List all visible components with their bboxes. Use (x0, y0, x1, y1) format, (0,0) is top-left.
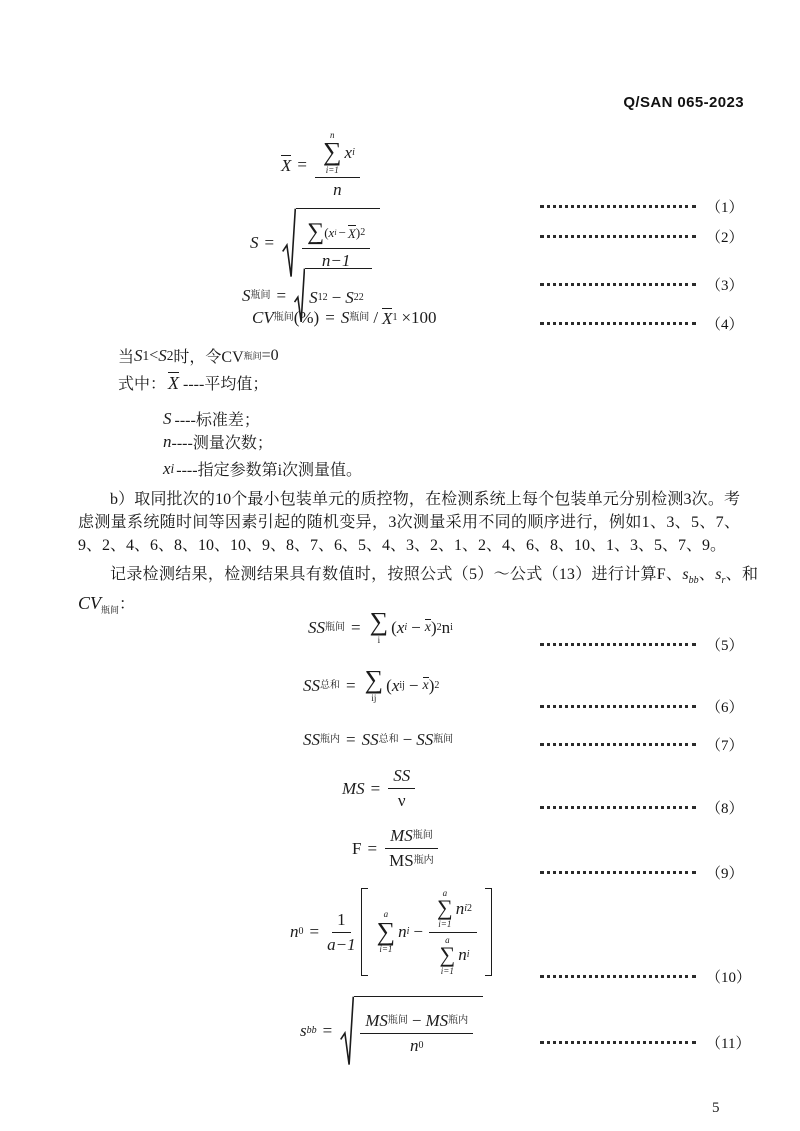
cjk-subscript: 总和 (378, 734, 399, 745)
math-var: S (250, 233, 259, 252)
condition-line (118, 344, 279, 367)
where-line-xi (163, 457, 362, 480)
formula-7 (303, 730, 453, 750)
numerator: SS (388, 766, 415, 789)
separator: 、 (698, 566, 716, 583)
where-lead: 式中： (118, 376, 167, 393)
minus-sign: − (408, 675, 419, 695)
paren: ) (430, 617, 437, 637)
left-bracket (361, 888, 368, 976)
math-var: S (158, 345, 167, 365)
paragraph-b: b）取同批次的10个最小包装单元的质控物，在检测系统上每个包装单元分别检测3次。考虑测量系统随时间等因素引起的随机变异，3次测量采用不同的顺序进行，例如1、3、5、7、9、2、4、6、8、10、10、9、8、7、6、5、4、3、2、1、2、4、6、8、10、1、3、5、7、9。 (78, 491, 740, 554)
equals-sign: = (351, 617, 361, 637)
minus-sign: − (338, 224, 346, 240)
summation (377, 909, 396, 954)
equals-sign: = (322, 1021, 333, 1040)
exponent: 2 (360, 226, 366, 238)
sigma-icon: ∑ (437, 895, 453, 921)
math-sub: 2 (166, 347, 174, 363)
sum-lower-limit: i=1 (379, 944, 393, 955)
minus-sign: − (331, 287, 342, 307)
equation-number-row-7 (540, 734, 744, 754)
text: ： (119, 596, 136, 614)
dot-leader (540, 643, 696, 646)
sigma-icon: ∑ (364, 665, 384, 694)
sum-lower-limit: ij (371, 692, 377, 703)
where-line-sd (163, 407, 260, 430)
sigma-icon: ∑ (376, 916, 396, 946)
mean-symbol: X (168, 373, 180, 394)
mean-symbol: x (422, 678, 429, 694)
fraction (327, 910, 355, 955)
math-sub: r (721, 575, 726, 587)
equation-number-row-5 (540, 634, 744, 654)
equals-sign: = (297, 155, 307, 175)
math-var: S (242, 285, 251, 305)
sum-upper-limit: a (383, 909, 389, 920)
cjk-subscript: 瓶间 (250, 289, 271, 301)
sum-lower-limit: i=1 (325, 165, 339, 176)
math-var: SS (303, 730, 320, 749)
equation-number: （9） (706, 865, 744, 882)
math-var: SS (361, 730, 379, 749)
paren: ( (391, 617, 397, 637)
equation-number-row-9 (540, 862, 744, 882)
square-root (340, 996, 483, 1066)
exponent: 2 (436, 621, 442, 633)
formula-11 (300, 996, 485, 1066)
dot-leader (540, 806, 696, 809)
sigma-icon: ∑ (322, 137, 342, 167)
math-var: x (396, 617, 405, 637)
equation-number: （4） (706, 316, 744, 333)
math-sub: 0 (298, 926, 304, 938)
cjk-subscript: 瓶间 (387, 1014, 408, 1026)
math-var: x (163, 458, 171, 478)
equation-number: （10） (706, 969, 752, 986)
math-var: s (300, 1021, 307, 1040)
sum-lower-limit: i=1 (440, 965, 454, 976)
math-sub: 1 (392, 312, 398, 323)
math-var: n (441, 617, 451, 637)
formula-9 (352, 826, 440, 871)
math-var: x (344, 142, 353, 162)
math-var: n (290, 922, 299, 942)
math-sub: bb (306, 1025, 317, 1036)
math-sub: i (466, 949, 470, 961)
summation (323, 130, 342, 175)
summation (364, 665, 384, 703)
math-sub: 1 (317, 291, 323, 303)
equals-sign: = (370, 778, 381, 798)
math-var: S (309, 287, 318, 307)
equation-number-row-8 (540, 797, 744, 817)
summation (369, 607, 389, 645)
math-sub: i (450, 621, 453, 633)
exponent: 2 (358, 291, 364, 303)
equation-number: （8） (706, 800, 744, 817)
denominator: n−1 (321, 251, 351, 270)
formula-8 (342, 766, 417, 811)
dot-leader (540, 871, 696, 874)
math-var: MS (390, 826, 413, 845)
paren: ) (355, 224, 361, 240)
mean-symbol: x (424, 620, 431, 636)
radical-icon (340, 996, 354, 1066)
math-var: n (333, 180, 342, 200)
paren: ( (386, 675, 392, 695)
fraction (315, 130, 360, 200)
cjk-subscript: 瓶间 (273, 312, 294, 323)
cjk-subscript: 瓶内 (413, 855, 434, 866)
page-number: 5 (712, 1100, 720, 1116)
definition: ----标准差； (174, 412, 260, 429)
text: =0 (261, 346, 279, 364)
math-sub: i (404, 621, 408, 633)
document-code: Q/SAN 065-2023 (623, 94, 744, 111)
math-sub: 1 (142, 347, 150, 363)
math-sub: i (170, 460, 175, 476)
math-sub: bb (688, 575, 699, 587)
where-line-n (163, 430, 273, 453)
math-sub: i (464, 902, 467, 914)
cjk-subscript: 瓶间 (412, 830, 433, 841)
divide-sign: / (373, 308, 379, 327)
sum-lower-limit: i=1 (438, 919, 452, 930)
sum-upper-limit: n (330, 130, 335, 140)
math-var: S (345, 287, 354, 307)
equation-number-row-11 (540, 1032, 750, 1052)
equation-number: （6） (706, 699, 744, 716)
equation-number-row-1 (540, 196, 744, 216)
cjk-subscript: 瓶间 (325, 621, 345, 633)
math-var: MS (425, 1010, 449, 1030)
cjk-subscript: 瓶内 (320, 734, 340, 745)
paren: ) (428, 675, 435, 695)
denominator: ν (397, 791, 406, 810)
equation-number-row-2 (540, 226, 744, 246)
math-var: n (398, 922, 407, 942)
separator: 、和 (725, 566, 758, 583)
fraction (302, 219, 370, 271)
equals-sign: = (367, 838, 378, 858)
math-var: SS (416, 730, 434, 749)
equation-number: （5） (706, 637, 744, 654)
math-var: x (328, 224, 335, 240)
dot-leader (540, 975, 696, 978)
math-var: n (458, 945, 467, 965)
math-sub: i (352, 146, 355, 158)
math-var: n (163, 431, 172, 451)
fraction (429, 888, 477, 976)
minus-sign: − (411, 1010, 422, 1030)
summation (437, 888, 453, 930)
equation-number-row-10 (540, 966, 751, 986)
cjk-subscript: 总和 (320, 679, 340, 691)
minus-sign: − (402, 730, 413, 749)
minus-sign: − (413, 922, 423, 942)
cjk-subscript: 瓶间 (349, 312, 370, 323)
equals-sign: = (264, 233, 275, 252)
sigma-icon: ∑ (439, 941, 456, 967)
dot-leader (540, 283, 696, 286)
math-var: S (163, 408, 172, 428)
cjk-subscript: 瓶间 (433, 734, 454, 745)
sum-upper-limit: a (445, 934, 450, 945)
definition: ----平均值； (183, 376, 269, 393)
equals-sign: = (325, 308, 335, 327)
equation-number-row-4 (540, 313, 744, 333)
math-var: SS (308, 617, 325, 637)
math-var: SS (303, 675, 320, 695)
math-sub: i (334, 227, 337, 237)
cjk-subscript: 瓶间 (101, 605, 120, 616)
math-var: S (134, 345, 143, 365)
math-var: F (352, 838, 362, 858)
equals-sign: = (309, 922, 320, 942)
percent-label: (%) (293, 308, 320, 327)
mean-symbol: X (382, 309, 393, 329)
equation-number-row-6 (540, 696, 744, 716)
equals-sign: = (276, 285, 287, 305)
fraction (385, 826, 438, 871)
math-var: n (409, 1035, 419, 1055)
fraction (360, 1011, 473, 1056)
equals-sign: = (346, 675, 356, 695)
dot-leader (540, 205, 696, 208)
math-var: s (715, 566, 722, 583)
sigma-icon: ∑ (369, 607, 389, 636)
text: 当 (118, 349, 135, 366)
where-line-mean (118, 371, 268, 394)
formula-5 (308, 607, 453, 645)
equation-number: （11） (706, 1035, 751, 1052)
equation-number: （7） (706, 737, 744, 754)
right-bracket (485, 888, 492, 976)
math-sub: i (406, 926, 410, 938)
math-var: S (340, 308, 350, 327)
formula-4 (252, 308, 441, 328)
exponent: 2 (322, 291, 328, 303)
sum-lower-limit: i (377, 634, 381, 645)
fraction (388, 766, 415, 811)
cjk-subscript: 瓶间 (243, 351, 262, 361)
dot-leader (540, 743, 696, 746)
cjk-subscript: 瓶内 (448, 1014, 469, 1026)
equation-number: （2） (706, 229, 744, 246)
math-var: CV (252, 308, 274, 327)
definition: ----指定参数第i次测量值。 (176, 462, 363, 479)
summation (440, 935, 456, 977)
math-var: MS (389, 851, 414, 870)
equation-number: （1） (706, 199, 744, 216)
formula-10 (290, 888, 495, 976)
dot-leader (540, 1041, 696, 1044)
sigma-icon: ∑ (307, 219, 325, 245)
formula-1 (281, 130, 362, 200)
dot-leader (540, 705, 696, 708)
math-sub: 0 (418, 1039, 424, 1051)
equation-number-row-3 (540, 274, 744, 294)
math-var: MS (365, 1010, 388, 1030)
math-var: s (682, 566, 689, 583)
math-var: CV (78, 593, 102, 614)
paren: ( (324, 224, 329, 240)
less-than: < (149, 346, 159, 364)
denominator: a−1 (327, 934, 356, 954)
numerator: 1 (332, 910, 351, 933)
math-var: n (455, 898, 465, 918)
math-sub: 2 (353, 291, 359, 303)
times-100: ×100 (401, 308, 437, 327)
math-var: MS (342, 778, 365, 798)
exponent: 2 (466, 902, 472, 914)
dot-leader (540, 235, 696, 238)
exponent: 2 (434, 679, 440, 691)
mean-symbol: X (281, 156, 292, 176)
math-sub: ij (399, 679, 405, 691)
math-var: x (391, 675, 400, 695)
sum-upper-limit: a (442, 888, 448, 898)
dot-leader (540, 322, 696, 325)
formula-6 (303, 665, 440, 703)
minus-sign: − (411, 617, 421, 637)
text: 记录检测结果，检测结果具有数值时，按照公式（5）～公式（13）进行计算F、 (110, 566, 683, 583)
text: 时，令CV (173, 349, 244, 366)
definition: ----测量次数； (171, 435, 273, 452)
mean-symbol: X (347, 225, 356, 241)
equals-sign: = (346, 730, 356, 749)
equation-number: （3） (706, 277, 744, 294)
